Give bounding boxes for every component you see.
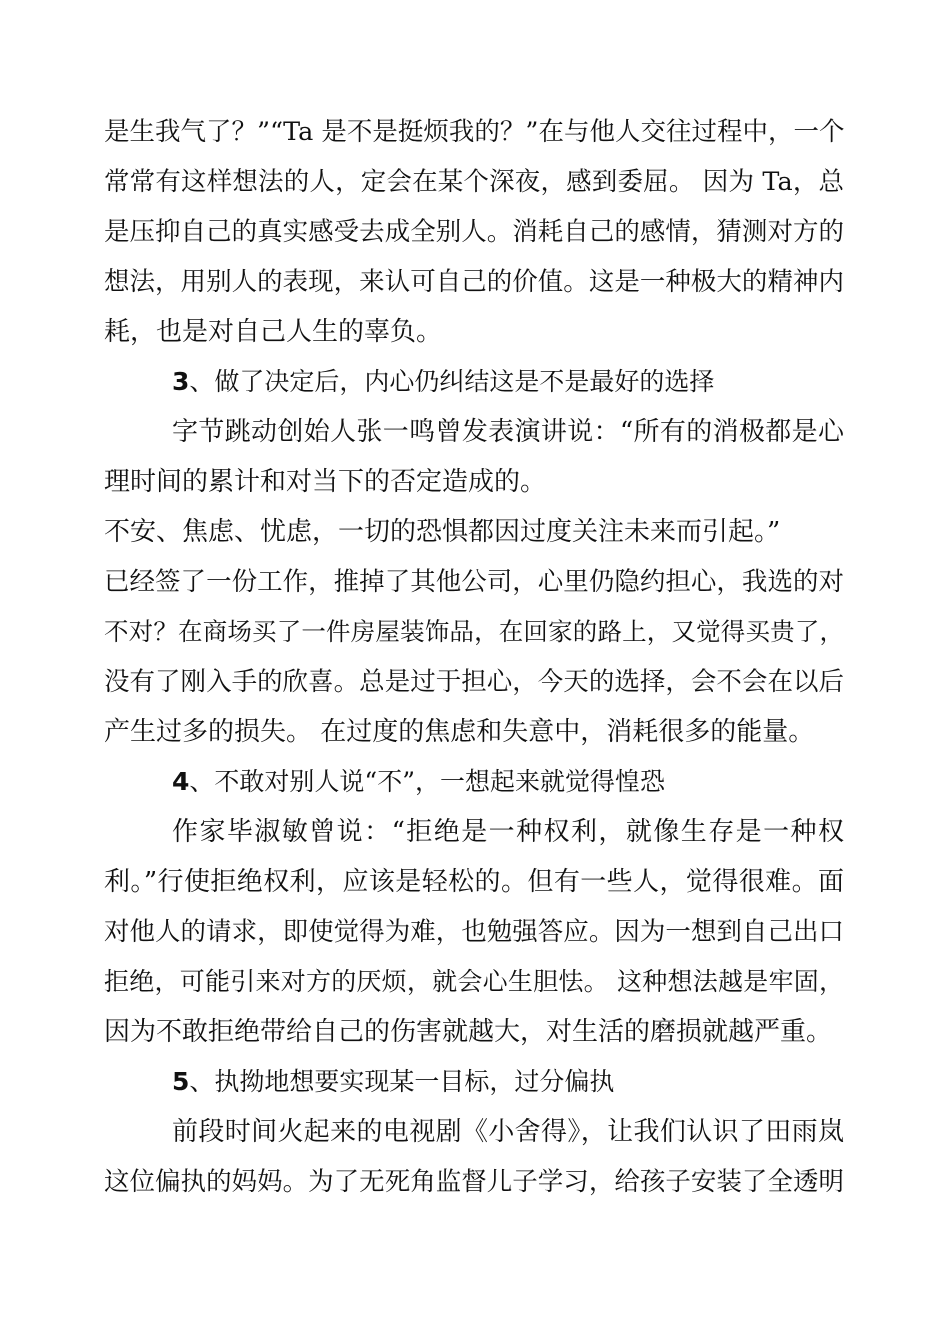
paragraph-line: 不安、焦虑、忧虑，一切的恐惧都因过度关注未来而引起。”	[104, 517, 781, 547]
section-heading-4	[172, 760, 844, 804]
section-heading-3	[172, 360, 844, 404]
paragraph-line: 想法，用别人的表现，来认可自己的价值。这是一种极大的精神内	[104, 267, 844, 297]
section-heading-5	[172, 1060, 844, 1104]
paragraph-line: 拒绝，可能引来对方的厌烦，就会心生胆怯。 这种想法越是牢固，	[104, 967, 844, 996]
paragraph-line: 字节跳动创始人张一鸣曾发表演讲说：“所有的消极都是心	[172, 417, 844, 447]
paragraph-line: 产生过多的损失。 在过度的焦虑和失意中，消耗很多的能量。	[104, 717, 815, 747]
section-number: 5	[172, 1067, 190, 1096]
section-heading-text: 、做了决定后，内心仍纠结这是不是最好的选择	[189, 367, 715, 396]
section-number: 4	[172, 767, 190, 796]
paragraph-line: 利。”行使拒绝权利，应该是轻松的。但有一些人，觉得很难。面	[104, 867, 844, 897]
section-number: 3	[172, 367, 190, 396]
paragraph-line: 这位偏执的妈妈。为了无死角监督儿子学习，给孩子安装了全透明	[104, 1167, 844, 1197]
section-heading-text: 、执拗地想要实现某一目标，过分偏执	[189, 1067, 615, 1096]
paragraph-line: 作家毕淑敏曾说：“拒绝是一种权利，就像生存是一种权	[172, 817, 844, 847]
paragraph-line: 前段时间火起来的电视剧《小舍得》，让我们认识了田雨岚	[172, 1117, 844, 1147]
paragraph-line: 耗，也是对自己人生的辜负。	[104, 317, 443, 347]
paragraph-line: 已经签了一份工作，推掉了其他公司，心里仍隐约担心，我选的对	[104, 567, 844, 597]
section-heading-text: 、不敢对别人说“不”，一想起来就觉得惶恐	[189, 767, 665, 796]
paragraph-line: 是压抑自己的真实感受去成全别人。消耗自己的感情，猜测对方的	[104, 217, 844, 247]
paragraph-line: 理时间的累计和对当下的否定造成的。	[104, 467, 547, 497]
paragraph-line: 没有了刚入手的欣喜。总是过于担心，今天的选择，会不会在以后	[104, 667, 844, 697]
paragraph-line: 是生我气了？”“Ta 是不是挺烦我的？”在与他人交往过程中，一个	[104, 117, 844, 147]
paragraph-line: 不对？在商场买了一件房屋装饰品，在回家的路上，又觉得买贵了，	[104, 617, 844, 646]
paragraph-line: 常常有这样想法的人，定会在某个深夜，感到委屈。 因为 Ta，总	[104, 167, 844, 197]
paragraph-line: 因为不敢拒绝带给自己的伤害就越大，对生活的磨损就越严重。	[104, 1017, 833, 1047]
paragraph-line: 对他人的请求，即使觉得为难，也勉强答应。因为一想到自己出口	[104, 917, 844, 947]
